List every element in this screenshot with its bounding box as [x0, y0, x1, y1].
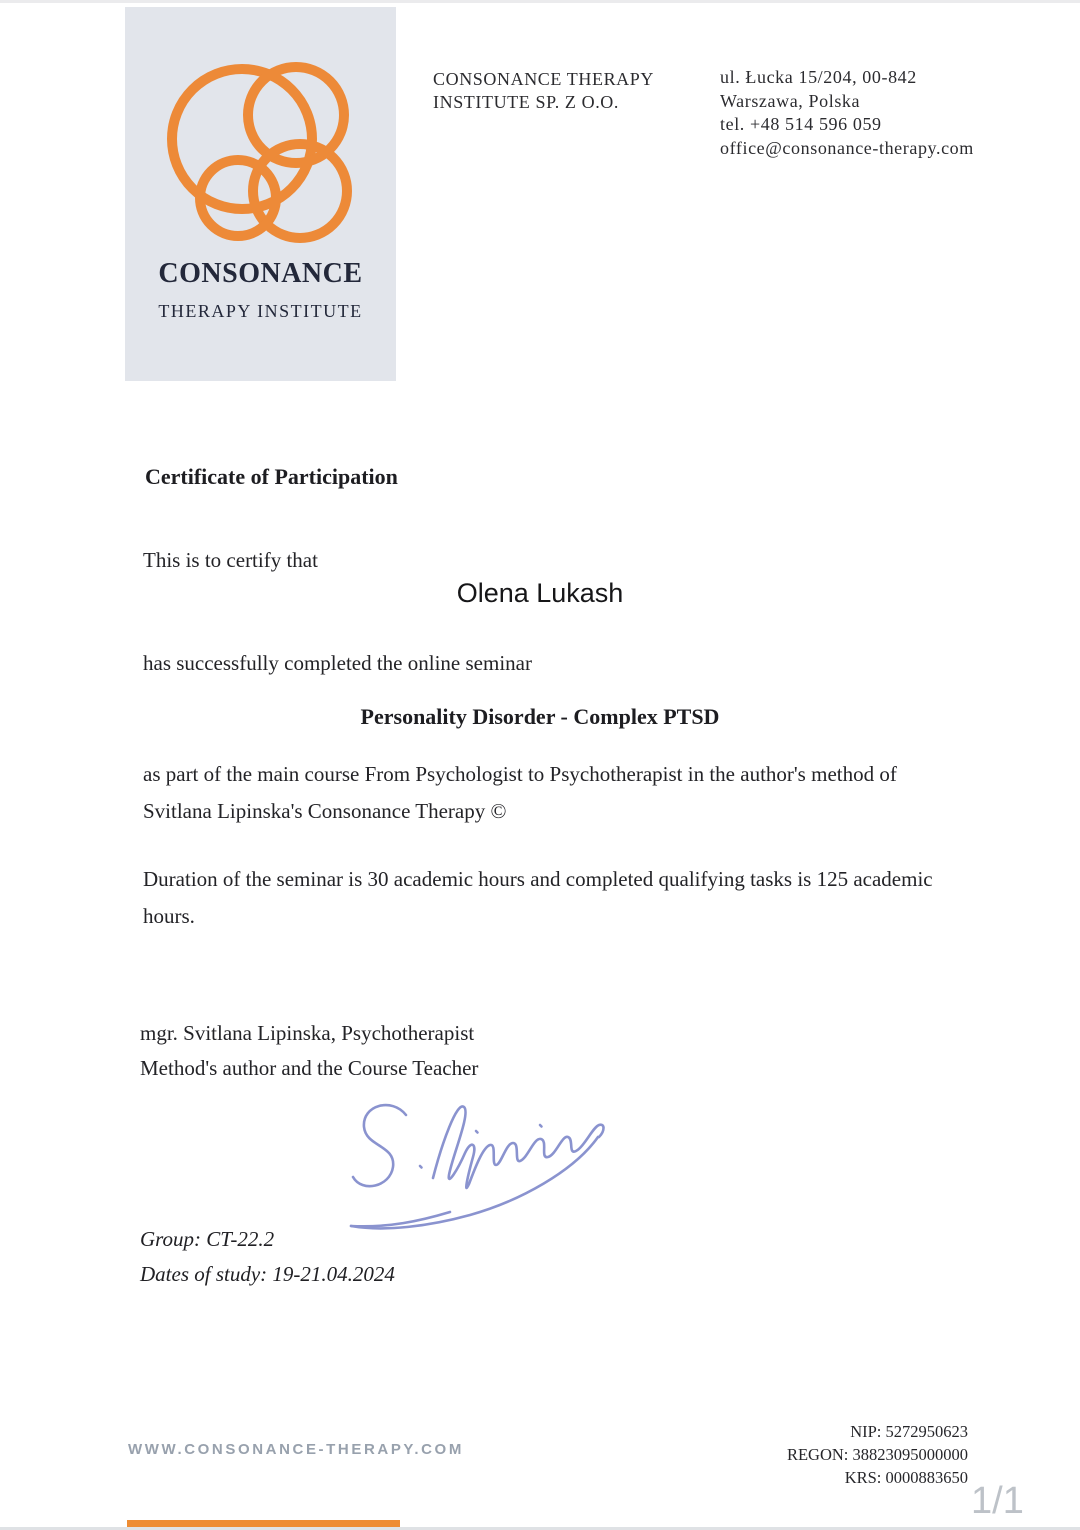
company-address-block — [720, 66, 974, 160]
course-line: as part of the main course From Psychologist to Psychotherapist in the author's method of — [143, 762, 897, 786]
company-name-line: INSTITUTE SP. Z O.O. — [433, 92, 619, 112]
handwritten-signature — [330, 1085, 620, 1235]
course-line: Svitlana Lipinska's Consonance Therapy © — [143, 799, 507, 823]
address-line: Warszawa, Polska — [720, 90, 861, 111]
krs-line: KRS: 0000883650 — [844, 1468, 968, 1487]
certificate-title: Certificate of Participation — [145, 464, 398, 489]
institute-logo — [125, 7, 396, 381]
seminar-title: Personality Disorder - Complex PTSD — [360, 704, 720, 729]
group-line: Group: CT-22.2 — [140, 1227, 275, 1251]
certify-intro: This is to certify that — [143, 548, 318, 572]
duration-description — [143, 861, 933, 935]
logo-rings-icon — [125, 47, 396, 257]
scan-top-edge — [0, 0, 1080, 3]
signatory-block — [140, 1016, 478, 1086]
duration-line: hours. — [143, 904, 195, 928]
nip-line: NIP: 5272950623 — [850, 1422, 968, 1441]
page-number: 1/1 — [971, 1480, 1024, 1522]
signatory-name-line: mgr. Svitlana Lipinska, Psychotherapist — [140, 1021, 475, 1045]
company-name-line: CONSONANCE THERAPY — [433, 69, 654, 89]
signatory-role-line: Method's author and the Course Teacher — [140, 1056, 479, 1080]
email-line: office@consonance-therapy.com — [720, 137, 974, 158]
recipient-name: Olena Lukash — [456, 578, 624, 608]
regon-line: REGON: 38823095000000 — [786, 1445, 968, 1464]
duration-line: Duration of the seminar is 30 academic hours and completed qualifying tasks is 125 academic — [143, 867, 933, 891]
completion-line: has successfully completed the online seminar — [143, 651, 532, 675]
dates-of-study-line: Dates of study: 19-21.04.2024 — [140, 1262, 395, 1286]
address-line: ul. Łucka 15/204, 00-842 — [720, 67, 917, 87]
registry-numbers — [787, 1420, 968, 1489]
company-name-block — [433, 68, 654, 114]
phone-line: tel. +48 514 596 059 — [720, 114, 882, 134]
footer-website: WWW.CONSONANCE-THERAPY.COM — [128, 1441, 464, 1458]
logo-subtitle: THERAPY INSTITUTE — [158, 301, 363, 321]
logo-wordmark: CONSONANCE — [158, 258, 363, 289]
course-description — [143, 756, 897, 830]
